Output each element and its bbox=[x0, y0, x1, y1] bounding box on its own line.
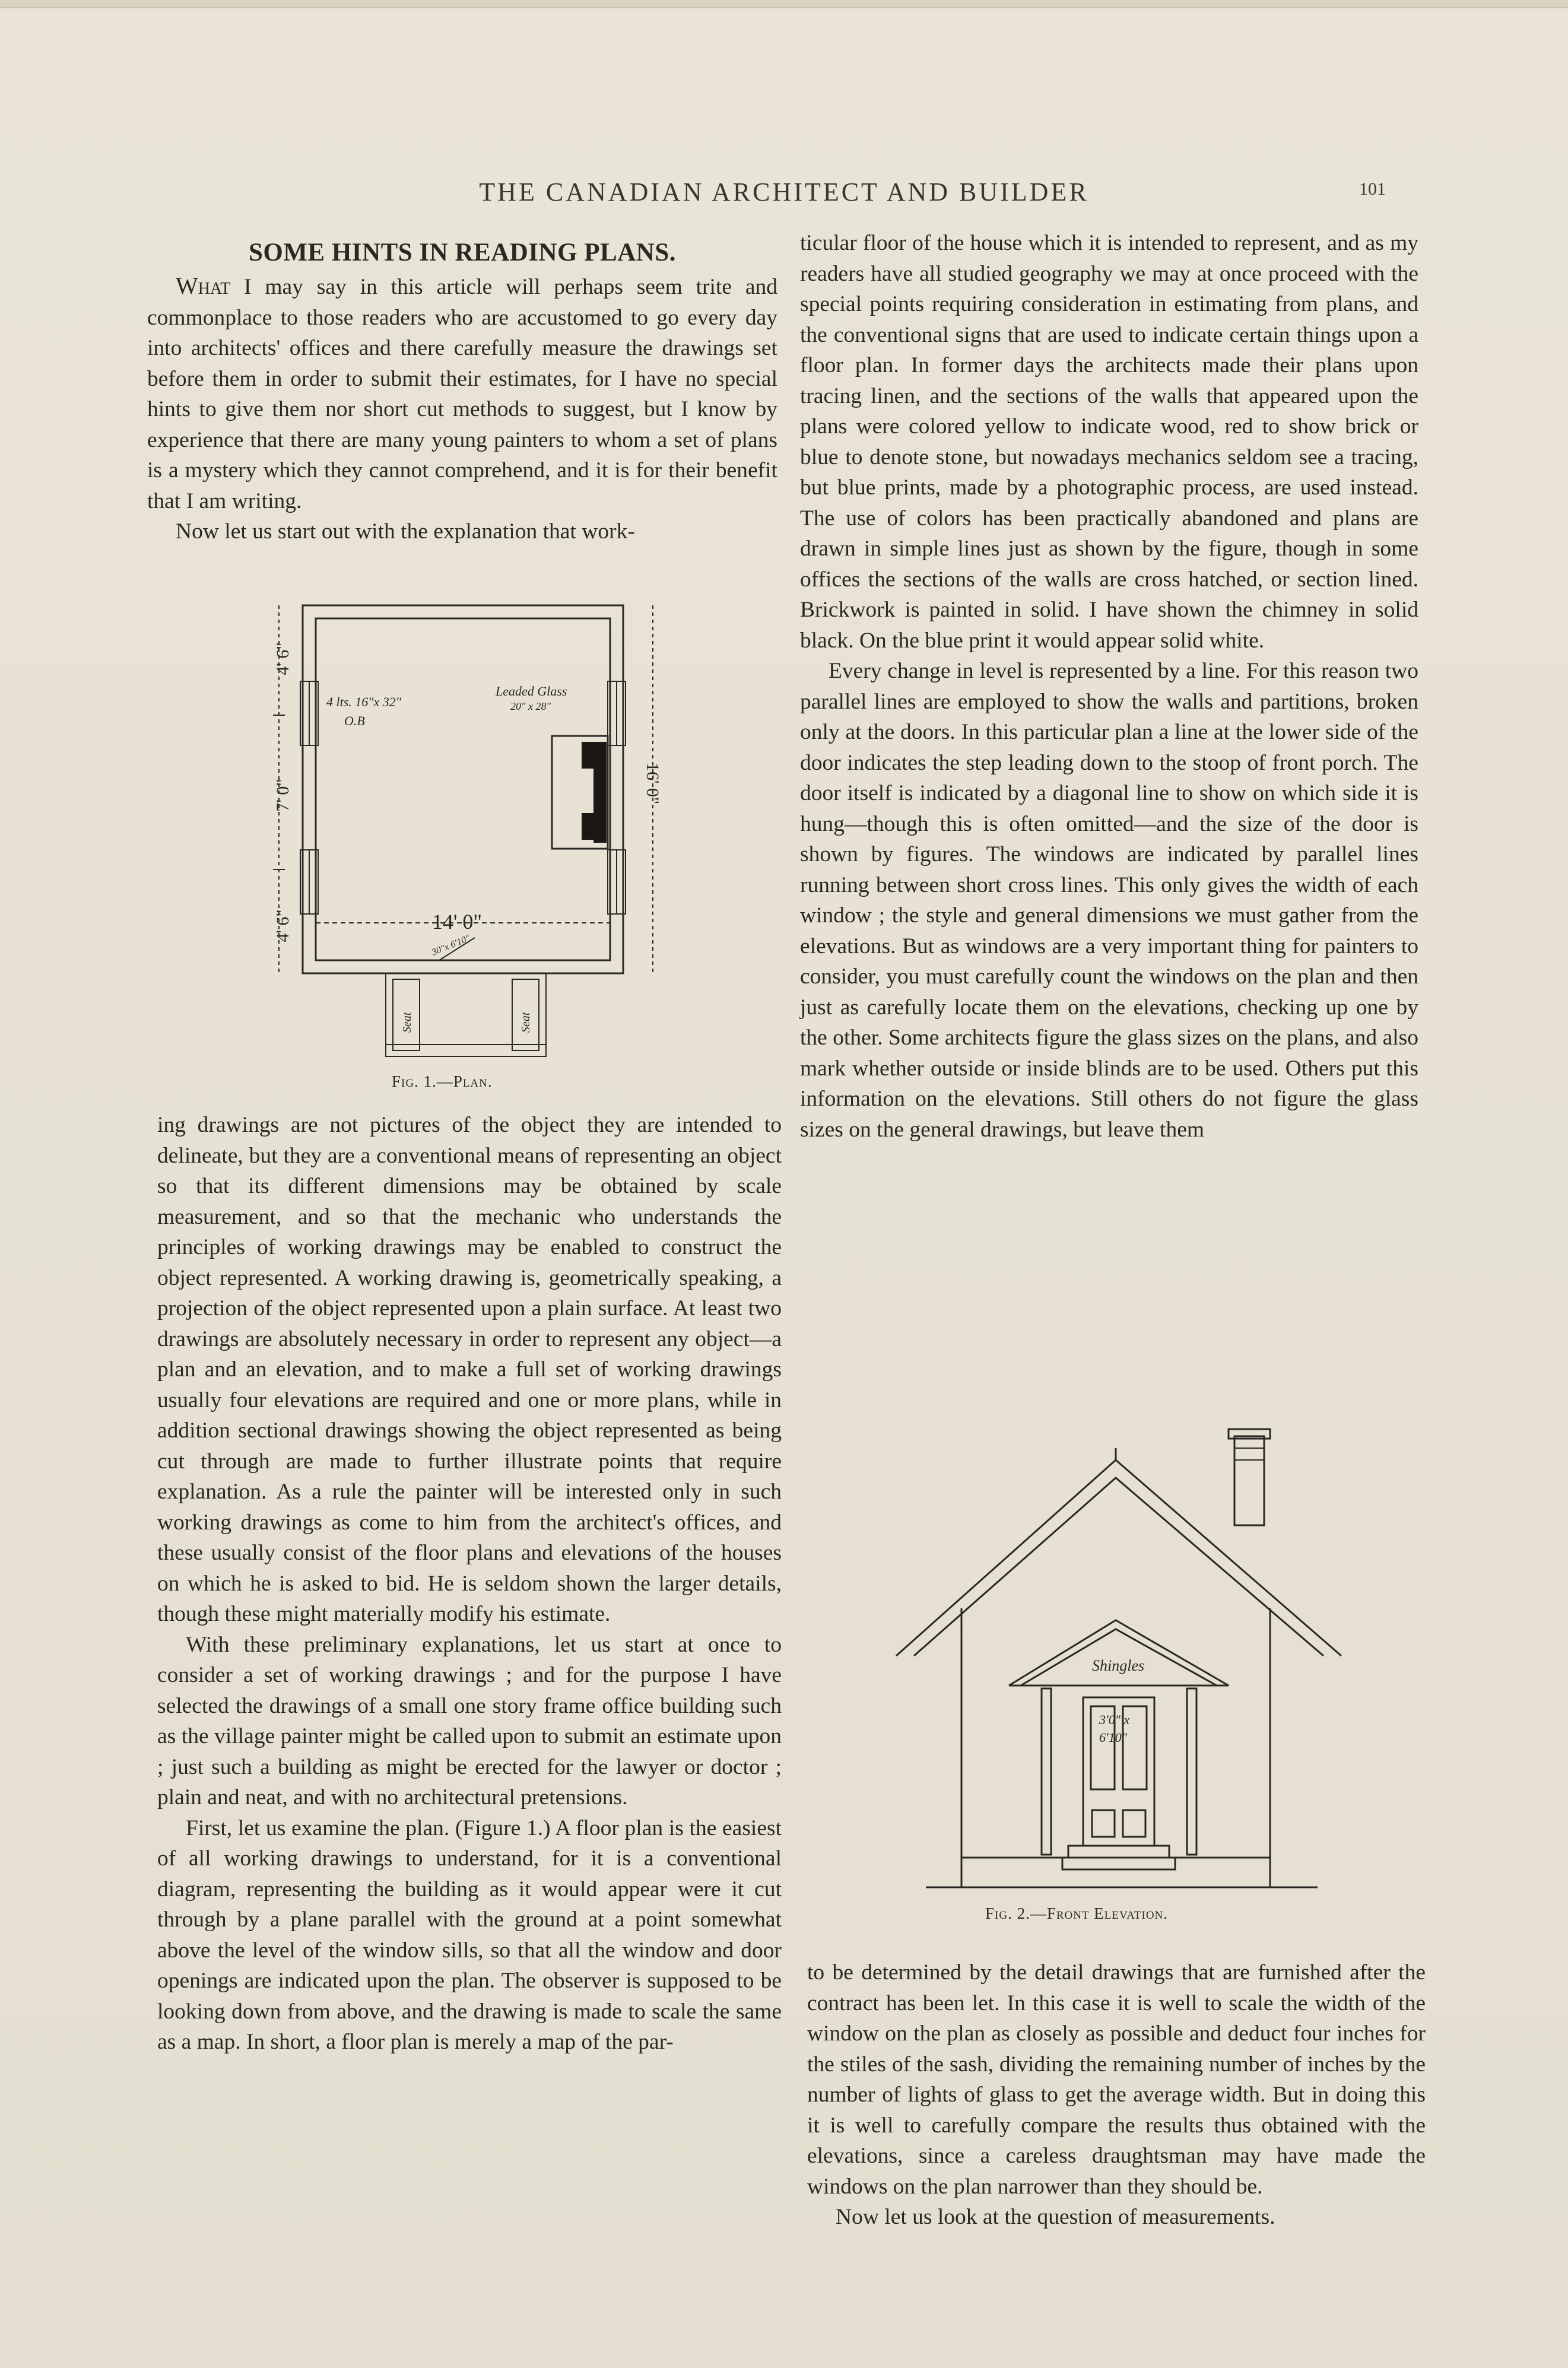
column-1-bottom bbox=[157, 1110, 782, 2058]
leaded-glass-label: Leaded Glass bbox=[496, 684, 567, 699]
shingles-label: Shingles bbox=[1092, 1657, 1145, 1674]
door-height-label: 6'10" bbox=[1099, 1730, 1127, 1745]
door-size: 30"x 6'10" bbox=[430, 933, 472, 958]
chimney bbox=[1234, 1436, 1264, 1525]
leaded-glass-size: 20" x 28" bbox=[510, 700, 551, 712]
paragraph: ticular floor of the house which it is intended to represent, and as my readers have all studied geography we may at once proceed with the special points requiring consideration in estimating from plans, and the conventional signs that are used to indicate certain things upon a floor plan. In former days the architects made their plans upon tracing linen, and the sections of the walls that appeared upon the plans were colored yellow to indicate wood, red to show brick or blue to denote stone, but nowadays mechanics seldom see a tracing, but blue prints, made by a photographic process, are used instead. The use of colors has been practically abandoned and plans are drawn in simple lines just as shown by the figure, though in some offices the sections of the walls are cross hatched, or section lined. Brickwork is painted in solid. I have shown the chimney in solid black. On the blue print it would appear solid white. bbox=[800, 231, 1418, 653]
paragraph-text: I may say in this article will perhaps seem trite and commonplace to those readers who are accustomed to go every day into architects' offices and there carefully measure the drawings set before them in order to submit their estimates, for I have no special hints to give them nor short cut methods to suggest, but I know by experience that there are many young painters to whom a set of plans is a mystery which they cannot comprehend, and it is for their benefit that I am writing. bbox=[147, 275, 777, 513]
figure-1-caption: Fig. 1.—Plan. bbox=[392, 1072, 493, 1090]
figure-2-caption: Fig. 2.—Front Elevation. bbox=[985, 1904, 1169, 1922]
figure-2-front-elevation bbox=[890, 1418, 1365, 1905]
window-note-left: O.B bbox=[344, 713, 365, 728]
paragraph: Every change in level is represented by a line. For this reason two parallel lines are employed to show the walls and partitions, broken only at the doors. In this particular plan a line at the lower side of the door indicates the step leading down to the stoop of front porch. The door itself is indicated by a diagonal line to show on which side it is hung—though this is often omitted—and the size of the door is shown by figures. The windows are indicated by parallel lines running between short cross lines. This only gives the width of each window ; the style and general dimensions we must gather from the elevations. But as windows are a very important thing for painters to consider, you must carefully count the windows on the plan and then just as carefully locate them on the elevations, checking up one by the other. Some architects figure the glass sizes on the plans, and also mark whether outside or inside blinds are to be used. Others put this information on the elevations. Still others do not figure the glass sizes on the general drawings, but leave them bbox=[800, 659, 1418, 1142]
main-roof bbox=[896, 1460, 1341, 1656]
running-head: THE CANADIAN ARCHITECT AND BUILDER bbox=[479, 177, 1089, 207]
door-width-label: 3'0" x bbox=[1099, 1712, 1130, 1727]
column-2-top bbox=[800, 228, 1418, 1145]
seat-left: Seat bbox=[401, 1012, 414, 1033]
article-title: SOME HINTS IN READING PLANS. bbox=[248, 239, 677, 266]
dim-middle: 7' 0" bbox=[273, 779, 293, 812]
column-1-top bbox=[147, 235, 777, 547]
dim-bottom: 4' 6" bbox=[273, 909, 293, 942]
window-label-left: 4 lts. 16"x 32" bbox=[326, 694, 402, 709]
paragraph: Now let us start out with the explanation that work- bbox=[176, 519, 635, 544]
paragraph: First, let us examine the plan. (Figure 1.) A floor plan is the easiest of all working drawings to understand, for it is a conventional diagram, representing the building as it would appear were it cut through by a plane parallel with the ground at a point somewhat above the level of the window sills, so that all the window and door openings are indicated upon the plan. The observer is supposed to be looking down from above, and the drawing is made to scale the same as a map. In short, a floor plan is merely a map of the par- bbox=[157, 1815, 782, 2054]
dim-right: 16' 0" bbox=[643, 762, 662, 805]
column-2-bottom bbox=[807, 1957, 1426, 2233]
dim-top: 4' 6" bbox=[273, 642, 293, 675]
paragraph: Now let us look at the question of measurements. bbox=[836, 2205, 1275, 2229]
dim-width: 14' 0" bbox=[431, 910, 483, 934]
paragraph: With these preliminary explanations, let us start at once to consider a set of working drawings ; and for the purpose I have selected the drawings of a small one story frame office building such as the village painter might be called upon to submit an estimate upon ; just such a building as might be erected for the lawyer or doctor ; plain and neat, and with no architectural pretensions. bbox=[157, 1632, 782, 1810]
paragraph: ing drawings are not pictures of the object they are intended to delineate, but they are a conventional means of representing an object so that its different dimensions may be obtained by scale measurement, and so that the mechanic who understands the principles of working drawings may be enabled to construct the object represented. A working drawing is, geometrically speaking, a projection of the object represented upon a plain surface. At least two drawings are absolutely necessary in order to represent any object—a plan and an elevation, and to make a full set of working drawings usually four elevations are required and one or more plans, while in addition sectional drawings showing the object represented as being cut through are made to further illustrate points that require explanation. As a rule the painter will be interested only in such working drawings as come to him from the architect's offices, and these usually consist of the floor plans and elevations of the houses on which he is asked to bid. He is seldom shown the larger details, though these might materially modify his estimate. bbox=[157, 1113, 782, 1626]
page-number: 101 bbox=[1359, 179, 1386, 199]
seat-right: Seat bbox=[519, 1012, 532, 1033]
figure-1-plan bbox=[261, 593, 688, 1068]
page-top-edge bbox=[0, 0, 1568, 8]
paragraph bbox=[147, 271, 777, 516]
plan-inner-wall bbox=[316, 618, 610, 960]
lead-word: What bbox=[176, 272, 231, 299]
paragraph: to be determined by the detail drawings that are furnished after the contract has been let. In this case it is well to scale the width of the window on the plan as closely as possible and deduct four inches for the stiles of the sash, dividing the remaining number of inches by the number of lights of glass to get the average width. But in doing this it is well to carefully compare the results thus obtained with the elevations, since a careless draughtsman may have made the windows on the plan narrower than they should be. bbox=[807, 1960, 1426, 2199]
